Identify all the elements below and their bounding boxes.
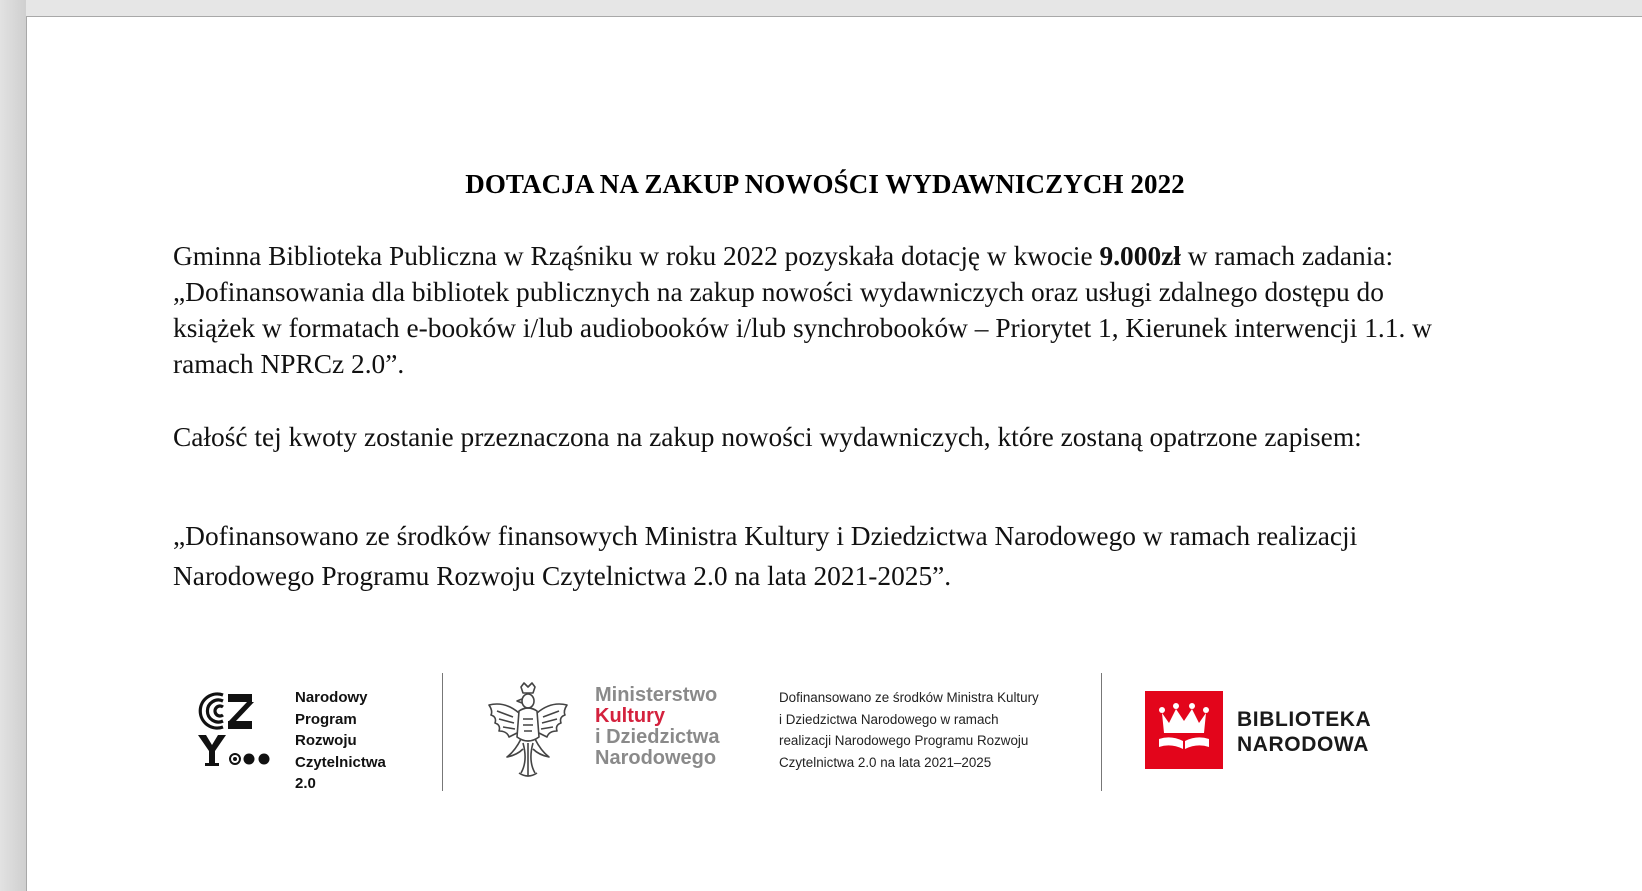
funding-note-line: Dofinansowano ze środków Ministra Kultury (779, 690, 1039, 705)
nprcz-line: 2.0 (295, 775, 316, 792)
funding-note-line: Czytelnictwa 2.0 na lata 2021–2025 (779, 754, 992, 770)
nprcz-line: Program (295, 710, 357, 728)
document-title: DOTACJA NA ZAKUP NOWOŚCI WYDAWNICZYCH 2022 (465, 169, 1185, 199)
paragraph-purpose: Całość tej kwoty zostanie przeznaczona na zakup nowości wydawniczych, które zostaną opatrzone zapisem: (173, 422, 1362, 452)
polish-eagle-emblem-icon (483, 681, 573, 781)
paragraph-grant-info (173, 238, 1453, 382)
ministry-name-line: Kultury (595, 705, 665, 727)
viewer-left-margin (0, 0, 26, 891)
nprcz-line: Narodowy (295, 689, 368, 706)
ministry-name-line: i Dziedzictwa (595, 726, 720, 748)
nprcz-line: Czytelnictwa (295, 753, 386, 771)
paragraph-grant-text-end: w ramach zadania: „Dofinansowania dla bibliotek publicznych na zakup nowości wydawniczych oraz usługi zdalnego dostępu do książek w formatach e-booków i/lub audiobooków i/lub synchrobooków – Priorytet 1, Kierunek interwencji 1.1. w ramach NPRCz 2.0”. (173, 241, 1432, 379)
ministry-funding-note (779, 687, 1039, 773)
crown-book-icon (1145, 691, 1223, 769)
document-page (26, 16, 1642, 891)
ministry-name-line: Ministerstwo (595, 684, 718, 706)
bn-line: BIBLIOTEKA (1237, 708, 1372, 731)
sponsor-logos-row (27, 667, 1642, 807)
nprcz-logo-icon (192, 689, 272, 769)
paragraph-inscription: „Dofinansowano ze środków finansowych Ministra Kultury i Dziedzictwa Narodowego w ramach realizacji Narodowego Programu Rozwoju Czytelnictwa 2.0 na lata 2021-2025”. (173, 521, 1358, 591)
paragraph-grant-text-start: Gminna Biblioteka Publiczna w Rząśniku w roku 2022 pozyskała dotację w kwocie (173, 241, 1100, 271)
grant-amount: 9.000zł (1099, 241, 1181, 271)
funding-note-line: i Dziedzictwa Narodowego w ramach (779, 711, 999, 727)
biblioteka-narodowa-logo-square (1145, 691, 1223, 769)
nprcz-line: Rozwoju (295, 732, 357, 749)
ministry-name-line: Narodowego (595, 747, 717, 769)
biblioteka-narodowa-logo-text (1237, 707, 1371, 757)
bn-line: NARODOWA (1237, 733, 1369, 756)
funding-note-line: realizacji Narodowego Programu Rozwoju (779, 733, 1029, 748)
logo-divider (442, 673, 443, 791)
ministry-logo-text (595, 685, 719, 769)
window-top-edge (0, 0, 1642, 16)
nprcz-logo-text (295, 687, 386, 795)
logo-divider (1101, 673, 1102, 791)
